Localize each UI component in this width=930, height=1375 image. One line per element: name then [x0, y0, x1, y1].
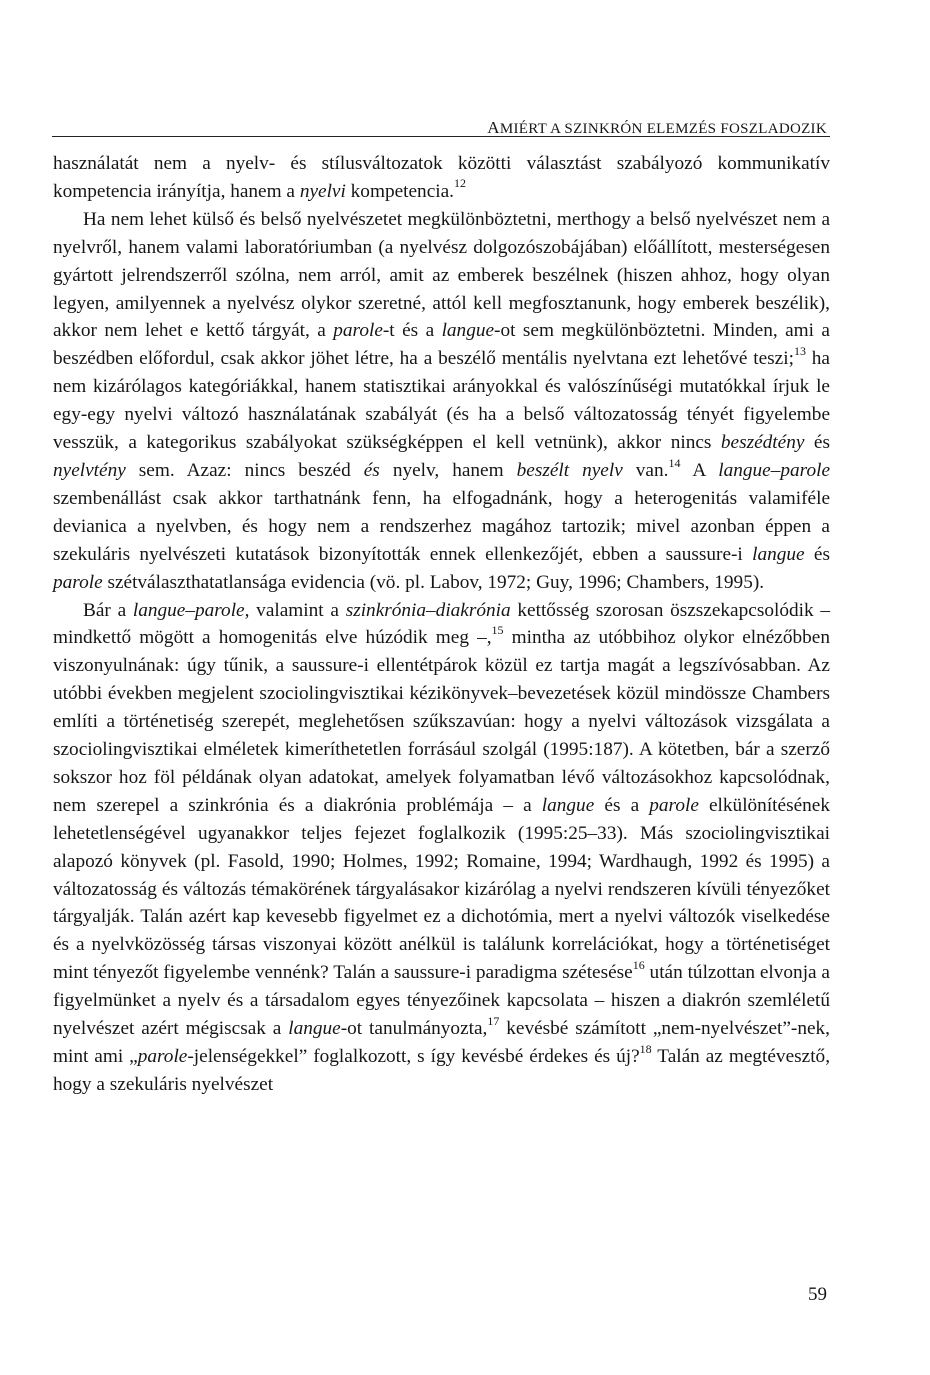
text-run: szembenállást csak akkor tarthatnánk fenn, ha elfogadnánk, hogy a heterogenitás valamiféle devianica a nyelvben, és hogy nem a rendszerhez magához tartozik; mivel azonban éppen a szekuláris nyelvészeti kutatások bizonyították ennek ellenkezőjét, ebben a saussure-i: [53, 487, 830, 565]
paragraph-2: [53, 206, 830, 597]
text-run: -t és a: [382, 320, 442, 342]
italic-term: beszélt nyelv: [516, 459, 623, 481]
text-run: mintha az utóbbihoz olykor elnézőbben viszonyulnának: úgy tűnik, a saussure-i ellentétpárok közül ez tartja magát a legszívósabban. Az utóbbi években megjelent szociolingvisztikai kézikönyvek–bevezetések közül mindössze Chambers említi a történetiség szerepét, meglehetősen szűkszavúan: hogy a nyelvi változások vizsgálata a szociolingvisztikai elméletek kimeríthetetlen forrásául szolgál (1995:187). A kötetben, bár a szerző sokszor hoz föl példának olyan adatokat, amelyek folyamatban lévő változásokhoz kapcsolódnak, nem szerepel a szinkrónia és a diakrónia problémája – a: [53, 627, 830, 816]
text-run: kettősség szorosan öszszekapcsolódik – mindkettő mögött a homogenitás elve húzódik meg –,: [53, 599, 830, 649]
page-number: 59: [808, 1284, 827, 1305]
text-run: sem. Azaz: nincs beszéd: [125, 459, 364, 481]
italic-term: langue: [752, 543, 805, 565]
text-run: Ha nem lehet külső és belső nyelvészetet megkülönböztetni, merthogy a belső nyelvészet nem a nyelvről, hanem valami laboratóriumban (a nyelvész dolgozószobájában) előállított, mesterségesen gyártott jelrendszerről szólna, nem arról, amit az emberek beszélnek (hiszen ahhoz, hogy olyan legyen, amilyennek a nyelvész olykor szeretné, attól kell megfosztanunk, hogy emberek beszélik), akkor nem lehet e kettő tárgyát, a: [53, 208, 830, 342]
text-run: Bár a: [83, 599, 133, 621]
running-head: [487, 118, 827, 138]
running-head-cap: A: [487, 118, 500, 137]
italic-term: langue: [541, 794, 595, 816]
italic-term: langue–parole: [718, 459, 831, 481]
footnote-ref: 13: [793, 343, 806, 358]
text-run: szétválaszthatatlansága evidencia (vö. pl. Labov, 1972; Guy, 1996; Chambers, 1995).: [102, 571, 765, 593]
italic-term: nyelvi: [299, 180, 346, 202]
paragraph-1: [53, 150, 830, 206]
footnote-ref: 12: [454, 176, 466, 191]
italic-term: parole: [333, 320, 383, 342]
footnote-ref: 17: [487, 1013, 500, 1028]
text-run: és a: [594, 794, 650, 816]
running-head-text: MIÉRT A SZINKRÓN ELEMZÉS FOSZLADOZIK: [499, 121, 827, 137]
text-run: -jelenségekkel” foglalkozott, s így kevésbé érdekes és új?: [187, 1046, 640, 1067]
footnote-ref: 15: [491, 622, 504, 637]
footnote-ref: 16: [632, 957, 645, 972]
text-run: van.: [622, 459, 669, 481]
footnote-ref: 14: [668, 455, 681, 470]
text-run: ha nem kizárólagos kategóriákkal, hanem statisztikai arányokkal és valószínűségi mutatókkal írjuk le egy-egy nyelvi változó használatának szabályát (és ha a belső változatosság tényét figyelembe vesszük, a kategorikus szabályokat szükségképpen el kell vetnünk), akkor nincs: [53, 348, 830, 454]
italic-term: langue: [441, 320, 495, 342]
text-run: A: [680, 459, 719, 481]
italic-term: szinkrónia–diakrónia: [345, 599, 511, 621]
text-run: után túlzottan elvonja a figyelmünket a nyelv és a társadalom egyes tényezőinek kapcsolata – hiszen a diakrón szemléletű nyelvészet azért mégiscsak a: [53, 962, 830, 1040]
text-run: és: [804, 432, 830, 454]
text-run: kevésbé számított „nem-nyelvészet”-nek, mint ami „: [53, 1018, 831, 1067]
text-run: nyelv, hanem: [379, 459, 517, 481]
text-run: -ot sem megkülönböztetni. Minden, ami a beszédben előfordul, csak akkor jöhet létre, ha a beszélő mentális nyelvtana ezt lehetővé teszi;: [53, 320, 830, 370]
italic-term: parole: [649, 794, 699, 816]
text-run: és: [804, 543, 830, 565]
italic-term: parole: [137, 1046, 188, 1067]
italic-term: parole: [53, 571, 103, 593]
italic-term: beszédtény: [720, 432, 805, 454]
text-run: kompetencia.: [345, 180, 454, 202]
footnote-ref: 18: [639, 1041, 652, 1056]
text-run: használatát nem a nyelv- és stílusváltozatok közötti választást szabályozó kommunikatív kompetencia irányítja, hanem a: [53, 153, 830, 202]
text-run: , valamint a: [244, 599, 346, 621]
italic-term: langue: [288, 1018, 341, 1040]
paragraph-3: [53, 597, 830, 1099]
text-run: Talán az megtévesztő, hogy a szekuláris nyelvészet: [53, 1046, 831, 1095]
body-text: [53, 150, 830, 1099]
header-rule: [52, 136, 830, 137]
text-run: -ot tanulmányozta,: [340, 1018, 488, 1040]
italic-term: langue–parole: [132, 599, 245, 621]
italic-term: nyelvtény: [53, 459, 126, 481]
italic-term: és: [363, 459, 380, 481]
text-run: elkülönítésének lehetetlenségével ugyanakkor teljes fejezet foglalkozik (1995:25–33). Más szociolingvisztikai alapozó könyvek (pl. Fasold, 1990; Holmes, 1992; Romaine, 1994; Wardhaugh, 1992 és 1995) a változatosság és változás témakörének tárgyalásakor kizárólag a nyelvi rendszeren kívüli tényezőket tárgyalják. Talán azért kap kevesebb figyelmet ez a dichotómia, mert a nyelvi változók viselkedése és a nyelvközösség társas viszonyai között anélkül is találunk korrelációkat, hogy a történetiséget mint tényezőt figyelembe vennénk? Talán a saussure-i paradigma szétesése: [53, 794, 831, 984]
